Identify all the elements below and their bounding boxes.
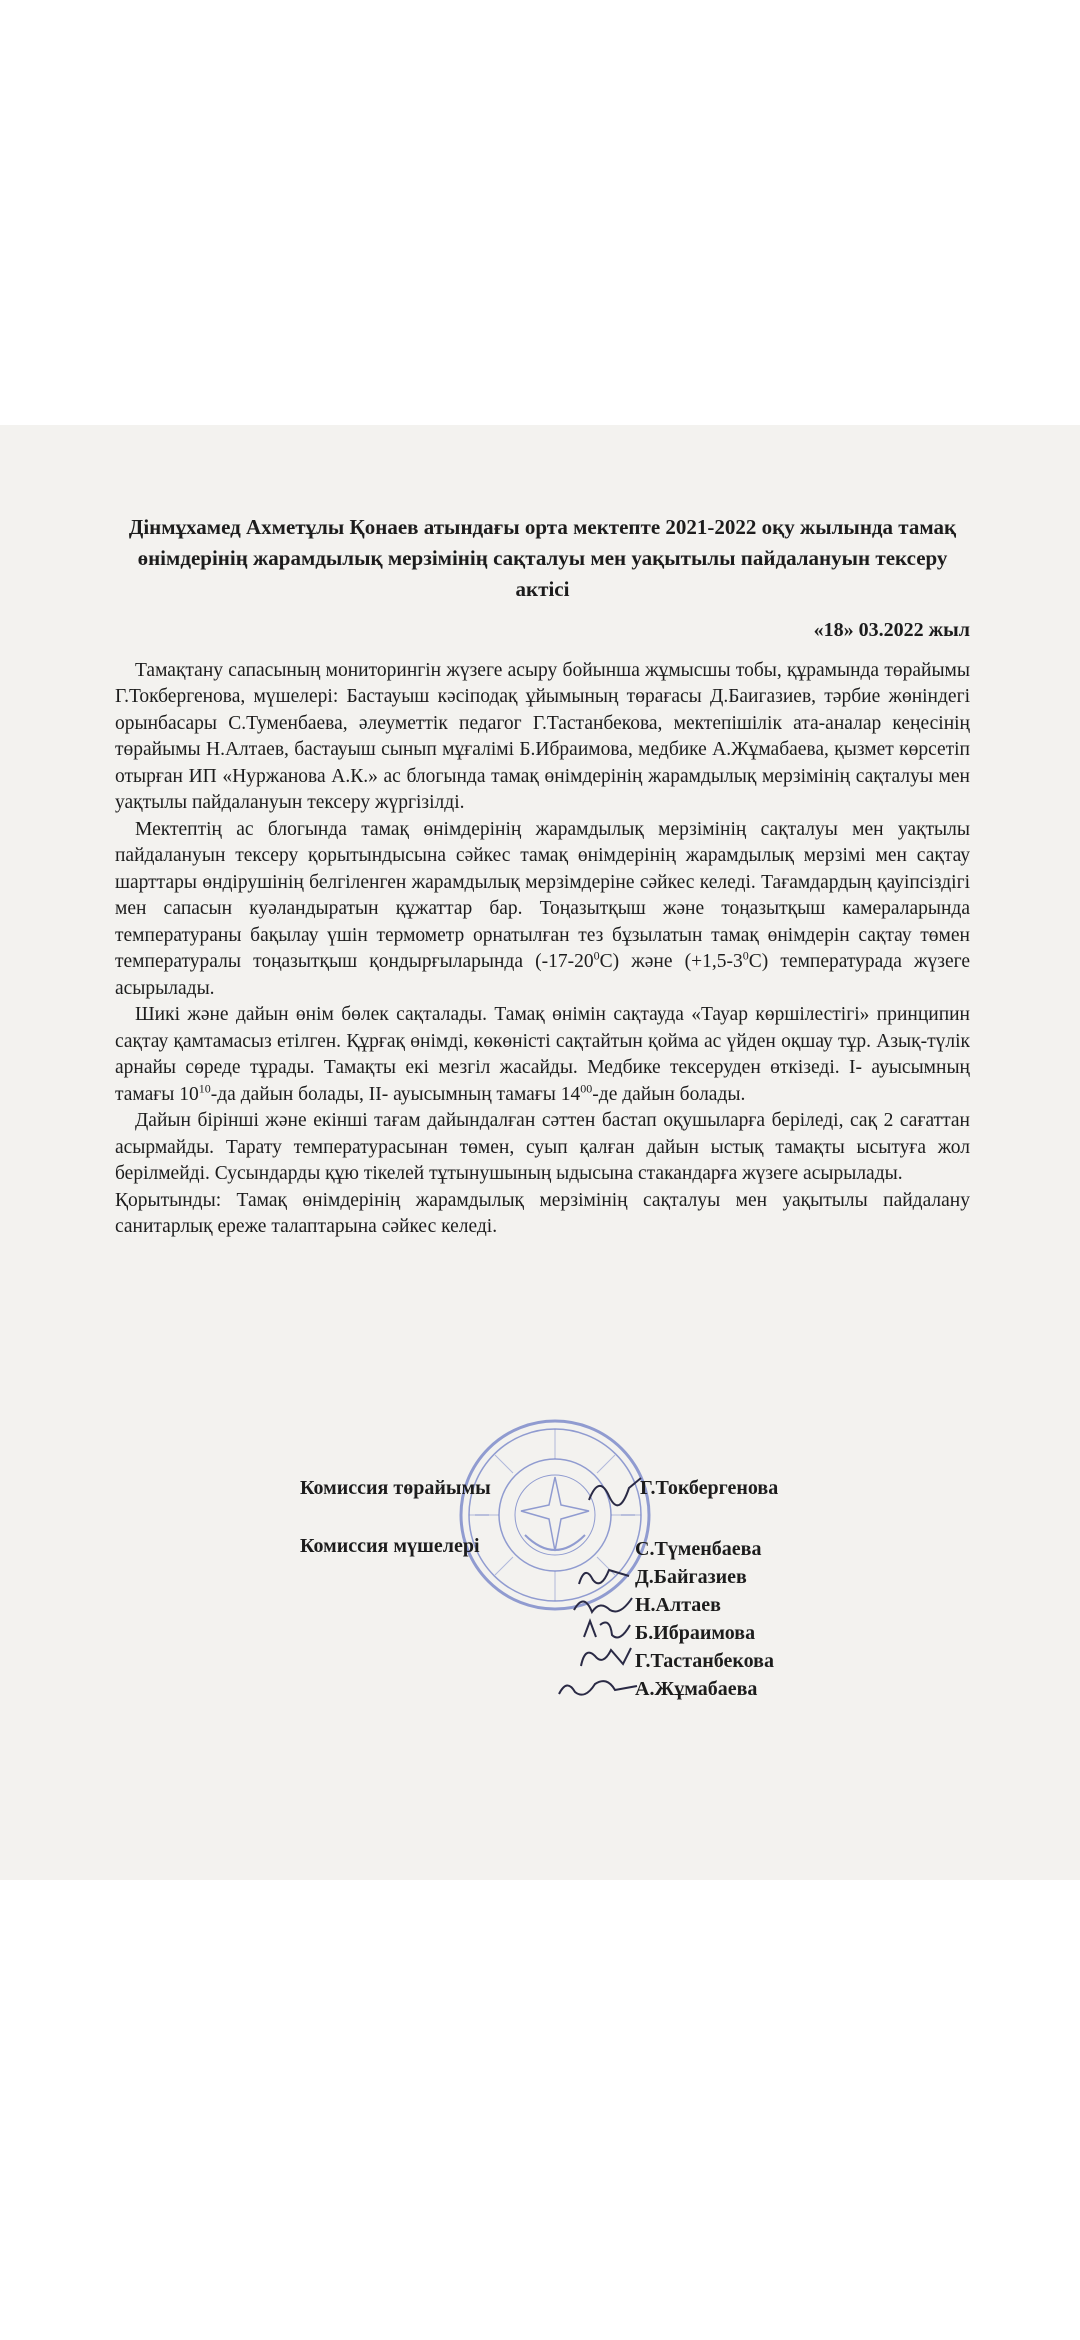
member-name: Б.Ибраимова [635,1622,756,1644]
member-name: С.Түменбаева [635,1538,762,1560]
member-name: Д.Байгазиев [635,1566,747,1588]
document-date: «18» 03.2022 жыл [813,619,970,641]
act-document [115,512,970,1241]
member-signature [555,1672,640,1702]
paragraph-4: Дайын бірінші және екінші тағам дайындалған сәттен бастап оқушыларға беріледі, сақ 2 сағаттан асырмайды. Тарату температурасынан төмен, суып қалған дайын ыстық тамақты ысытуға жол берілмейді. Сусындарды құю тікелей тұтынушының ыдысына стакандарға жүзеге асырылады. [115,1110,970,1184]
paragraph-3: Шикі және дайын өнім бөлек сақталады. Тамақ өнімін сақтауда «Тауар көршілестігі» принципин сақтау қамтамасыз етілген. Құрғақ өнімді, көкөністі сақтайтын қойма ас үйден оқшау тұр. Азық-түлік арнайы сөреде тұрады. Тамақты екі мезгіл жасайды. Медбике тексеруден өткізеді. I- ауысымның тамағы $10^{10}-да$ дайын болады, II- ауысымның тамағы $14^{00}-де$ дайын болады. [115,1004,970,1105]
member-name: А.Жұмабаева [635,1678,758,1700]
document-title: Дінмұхамед Ахметұлы Қонаев атындағы орта мектепте 2021-2022 оқу жылында тамақ өнімдерінің жарамдылық мерзімінің сақталуы мен уақытылы пайдалануын тексеру актісі [128,515,957,601]
member-name: Г.Тастанбекова [635,1650,774,1672]
member-signature [575,1560,635,1590]
chair-name: Г.Токбергенова [640,1477,779,1499]
paragraph-2: Мектептің ас блогында тамақ өнімдерінің жарамдылық мерзімінің сақталуы мен уақтылы пайдалануын тексеру қорытындысына сәйкес тамақ өнімдерінің жарамдылық мерзімі мен сақтау шарттары өндірушінің белгіленген жарамдылық мерзімдеріне сәйкес келеді. Тағамдардың қауіпсіздігі мен сапасын куәландыратын құжаттар бар. Тоңазытқыш және тоңазытқыш камераларында температураны бақылау үшін термометр орнатылған тез бұзылатын тамақ өнімдерін сақтау төмен температуралы тоңазытқыш қондырғыларында $(-17-20^0С)$ және $(+1,5-3^0С)$ температурада жүзеге асырылады. [115,818,971,999]
chair-label: Комиссия төрайымы [300,1477,491,1499]
chair-signature [585,1470,645,1510]
paragraph-1: Тамақтану сапасының мониторингін жүзеге асыру бойынша жұмысшы тобы, құрамында төрайымы Г.Токбергенова, мүшелері: Бастауыш кәсіподақ ұйымының төрағасы Д.Баигазиев, тәрбие жөніндегі орынбасары С.Туменбаева, әлеуметтік педагог Г.Тастанбекова, мектепішілік ата-аналар кеңесінің төрайымы Н.Алтаев, бастауыш сынып мұғалімі Б.Ибраимова, медбике А.Жұмабаева, қызмет көрсетіп отырған ИП «Нуржанова А.К.» ас блогында тамақ өнімдерінің жарамдылық мерзімінің сақталуы мен уақтылы пайдалануын тексеру жүргізілді. [115,659,970,813]
member-signature [580,1615,635,1645]
member-name: Н.Алтаев [635,1594,721,1616]
members-label: Комиссия мүшелері [300,1535,480,1557]
member-list [635,1535,774,1703]
member-signature [575,1642,635,1672]
conclusion: Қорытынды: Тамақ өнімдерінің жарамдылық мерзімінің сақталуы мен уақытылы пайдалану санитарлық ереже талаптарына сәйкес келеді. [115,1189,970,1237]
